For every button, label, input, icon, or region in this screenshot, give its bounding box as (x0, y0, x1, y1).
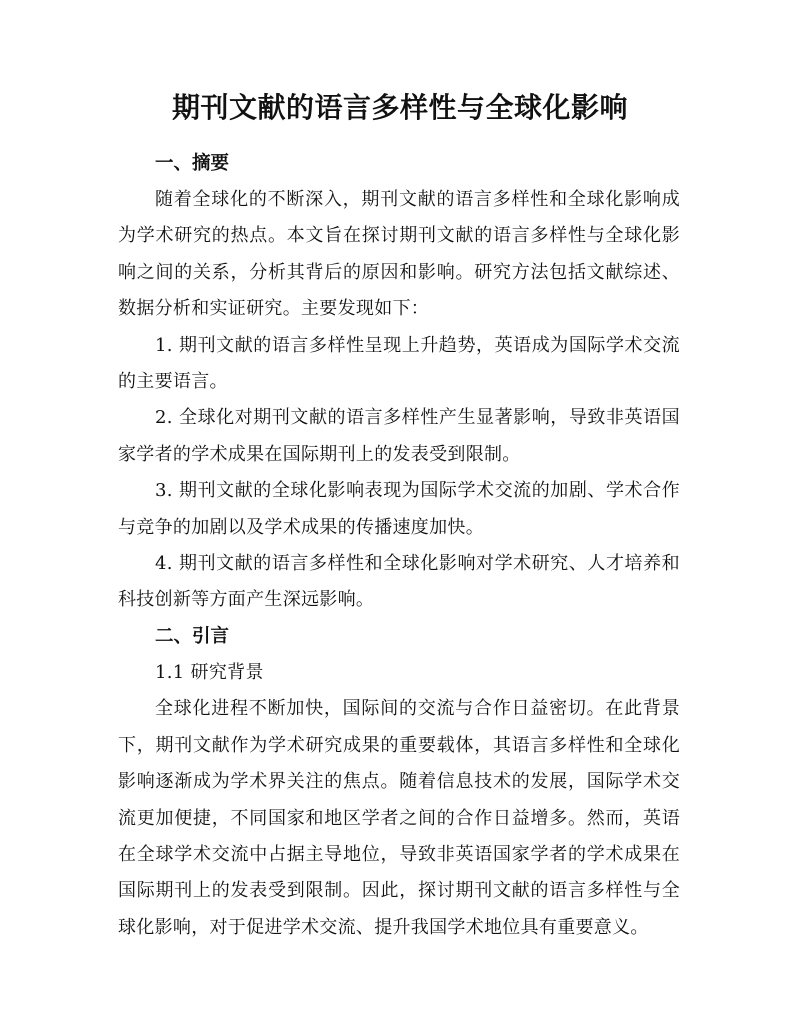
section-heading-introduction: 二、引言 (155, 625, 230, 647)
finding-item: 2. 全球化对期刊文献的语言多样性产生显著影响，导致非英语国家学者的学术成果在国际期刊上的发表受到限制。 (118, 407, 680, 465)
abstract-intro-paragraph: 随着全球化的不断深入，期刊文献的语言多样性和全球化影响成为学术研究的热点。本文旨在探讨期刊文献的语言多样性与全球化影响之间的关系，分析其背后的原因和影响。研究方法包括文献综述、数据分析和实证研究。主要发现如下： (118, 189, 680, 320)
background-paragraph: 全球化进程不断加快，国际间的交流与合作日益密切。在此背景下，期刊文献作为学术研究成果的重要载体，其语言多样性和全球化影响逐渐成为学术界关注的焦点。随着信息技术的发展，国际学术交流更加便捷，不同国家和地区学者之间的合作日益增多。然而，英语在全球学术交流中占据主导地位，导致非英语国家学者的学术成果在国际期刊上的发表受到限制。因此，探讨期刊文献的语言多样性与全球化影响，对于促进学术交流、提升我国学术地位具有重要意义。 (118, 698, 680, 938)
finding-item: 1. 期刊文献的语言多样性呈现上升趋势，英语成为国际学术交流的主要语言。 (118, 334, 680, 393)
finding-item: 4. 期刊文献的语言多样性和全球化影响对学术研究、人才培养和科技创新等方面产生深远影响。 (118, 553, 680, 611)
section-heading-abstract: 一、摘要 (155, 153, 230, 174)
subsection-heading-background: 1.1 研究背景 (155, 661, 264, 683)
finding-item: 3. 期刊文献的全球化影响表现为国际学术交流的加剧、学术合作与竞争的加剧以及学术成果的传播速度加快。 (118, 480, 680, 538)
document-body (118, 146, 680, 946)
document-title: 期刊文献的语言多样性与全球化影响 (171, 91, 628, 124)
